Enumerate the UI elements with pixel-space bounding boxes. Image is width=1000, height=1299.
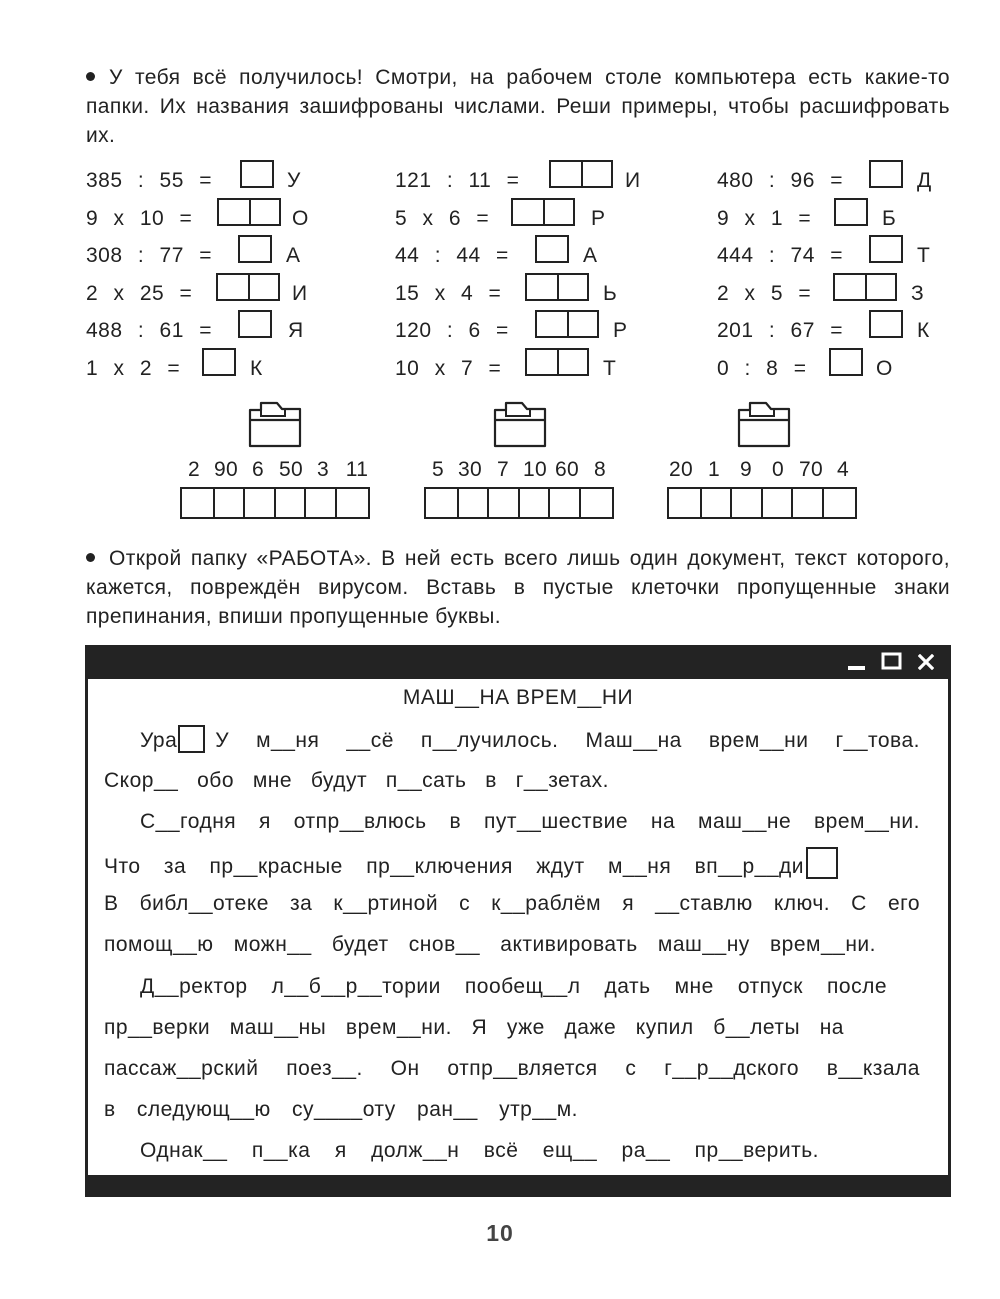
equation-letter: А xyxy=(583,244,598,268)
equation-letter: К xyxy=(917,319,930,343)
equation-letter: Я xyxy=(288,319,304,343)
intro-text-2: Открой папку «РАБОТА». В ней есть всего лишь один документ, текст которого, кажется, повреждён вирусом. Вставь в пустые клеточки пропущенные знаки препинания, впиши пропущенные буквы. xyxy=(86,547,950,628)
equation-letter: К xyxy=(250,356,263,380)
equation-expression: 385 : 55 = xyxy=(86,169,212,192)
equation-expression: 121 : 11 = xyxy=(395,169,520,192)
folder-code: 7 xyxy=(497,458,509,481)
equation-expression: 10 x 7 = xyxy=(395,356,502,380)
bullet-icon xyxy=(86,72,95,81)
text-line-2: Скор__ обо мне будут п__сать в г__зетах. xyxy=(104,769,609,792)
window-titlebar[interactable] xyxy=(85,645,951,679)
equation-letter: Р xyxy=(591,206,606,230)
answer-box[interactable] xyxy=(869,160,903,188)
equation-expression: 5 x 6 = xyxy=(395,206,490,230)
equation-expression: 1 x 2 = xyxy=(86,356,181,380)
folder-code: 3 xyxy=(317,458,329,481)
equation-expression: 444 : 74 = xyxy=(717,244,843,268)
text-word-ura: Ура xyxy=(140,729,178,752)
answer-box[interactable] xyxy=(535,310,599,338)
answer-box[interactable] xyxy=(240,160,274,188)
equation-letter: И xyxy=(292,281,308,305)
equation-expression: 2 x 25 = xyxy=(86,281,193,305)
text-line-11: Однак__ п__ка я долж__н всё ещ__ ра__ пр__верить. xyxy=(140,1139,819,1162)
answer-box[interactable] xyxy=(511,198,575,226)
text-line-6: помощ__ю можн__ будет снов__ активировать маш__ну врем__ни. xyxy=(104,933,876,956)
equation-letter: Р xyxy=(613,319,628,343)
equation-expression: 15 x 4 = xyxy=(395,281,502,305)
punctuation-box[interactable] xyxy=(178,725,205,753)
folder-code: 4 xyxy=(837,458,849,481)
answer-box[interactable] xyxy=(525,348,589,376)
answer-box[interactable] xyxy=(217,198,281,226)
text-line-4 xyxy=(104,847,838,879)
equation-expression: 9 x 1 = xyxy=(717,206,812,230)
folder-code: 60 xyxy=(555,458,579,481)
answer-box[interactable] xyxy=(535,235,569,263)
equation-expression: 308 : 77 = xyxy=(86,244,212,268)
text-line-1-rest: У м__ня __сё п__лучилось. Маш__на врем__ни г__това. xyxy=(215,729,920,752)
answer-box[interactable] xyxy=(525,273,589,301)
answer-box[interactable] xyxy=(216,273,280,301)
equation-expression: 480 : 96 = xyxy=(717,169,843,192)
equation-expression: 0 : 8 = xyxy=(717,356,807,380)
equation-letter: А xyxy=(286,244,301,268)
text-line-5: В библ__отеке за к__ртиной с к__раблём я __ставлю ключ. С его xyxy=(104,892,920,915)
text-line-9: пассаж__рский поез__. Он отпр__вляется с г__р__дского в__кзала xyxy=(104,1057,920,1080)
intro-instruction-2 xyxy=(86,544,950,631)
equation-expression: 201 : 67 = xyxy=(717,319,843,343)
folder-name-answer[interactable] xyxy=(180,487,370,519)
page-number: 10 xyxy=(486,1220,514,1246)
equation-letter: Ь xyxy=(603,281,618,305)
equation-letter: О xyxy=(876,356,893,380)
equation-letter: Т xyxy=(917,244,931,268)
answer-box[interactable] xyxy=(549,160,613,188)
folder-code: 9 xyxy=(740,458,752,481)
text-line-4-text: Что за пр__красные пр__ключения ждут м__ня вп__р__ди xyxy=(104,855,804,878)
folder-code: 2 xyxy=(188,458,200,481)
folder-code: 50 xyxy=(279,458,303,481)
equation-expression: 488 : 61 = xyxy=(86,319,212,343)
text-line-3: С__годня я отпр__влюсь в пут__шествие на маш__не врем__ни. xyxy=(140,810,920,833)
answer-box[interactable] xyxy=(834,198,868,226)
maximize-icon[interactable] xyxy=(881,652,903,672)
equation-letter: Д xyxy=(917,169,932,192)
answer-box[interactable] xyxy=(833,273,897,301)
text-line-10: в следующ__ю су____оту ран__ утр__м. xyxy=(104,1098,578,1121)
text-line-7: Д__ректор л__б__р__тории пообещ__л дать мне отпуск после xyxy=(140,975,887,998)
folder-code-row xyxy=(181,458,371,484)
equation-expression: 2 x 5 = xyxy=(717,281,812,305)
minimize-icon[interactable] xyxy=(847,653,867,673)
folder-code: 5 xyxy=(432,458,444,481)
folder-icon[interactable] xyxy=(492,400,548,448)
folder-name-answer[interactable] xyxy=(667,487,857,519)
equation-letter: О xyxy=(292,206,309,230)
close-icon[interactable] xyxy=(918,654,934,670)
bullet-icon xyxy=(86,553,95,562)
folder-code-row xyxy=(668,458,858,484)
text-line-8: пр__верки маш__ны врем__ни. Я уже даже купил б__леты на xyxy=(104,1016,844,1039)
punctuation-box[interactable] xyxy=(806,847,838,879)
folder-code: 6 xyxy=(252,458,264,481)
folder-code: 10 xyxy=(523,458,547,481)
folder-code: 90 xyxy=(214,458,238,481)
folder-code-row xyxy=(424,458,614,484)
folder-code: 11 xyxy=(345,458,369,481)
equation-letter: И xyxy=(625,169,641,192)
folder-code: 8 xyxy=(594,458,606,481)
document-title: МАШ__НА ВРЕМ__НИ xyxy=(402,686,634,709)
folder-code: 70 xyxy=(799,458,823,481)
answer-box[interactable] xyxy=(869,235,903,263)
answer-box[interactable] xyxy=(869,310,903,338)
document-body xyxy=(88,679,948,1175)
answer-box[interactable] xyxy=(829,348,863,376)
document-window xyxy=(85,645,951,1197)
folder-code: 0 xyxy=(772,458,784,481)
answer-box[interactable] xyxy=(238,235,272,263)
folder-icon[interactable] xyxy=(247,400,303,448)
equation-letter: З xyxy=(911,281,925,305)
equation-letter: Т xyxy=(603,356,617,380)
folder-name-answer[interactable] xyxy=(424,487,614,519)
folder-code: 30 xyxy=(458,458,482,481)
intro-text-1: У тебя всё получилось! Смотри, на рабочем столе компьютера есть какие-то папки. Их названия зашифрованы числами. Реши примеры, чтобы расшифровать их. xyxy=(86,66,950,147)
equation-letter: У xyxy=(287,169,301,192)
intro-instruction-1 xyxy=(86,63,950,150)
folder-code: 20 xyxy=(669,458,693,481)
equation-letter: Б xyxy=(882,206,897,230)
text-line-1 xyxy=(140,725,920,753)
equation-expression: 44 : 44 = xyxy=(395,244,509,268)
answer-box[interactable] xyxy=(238,310,272,338)
folder-icon[interactable] xyxy=(736,400,792,448)
equation-expression: 120 : 6 = xyxy=(395,319,509,343)
folder-code: 1 xyxy=(708,458,720,481)
equation-expression: 9 x 10 = xyxy=(86,206,193,230)
answer-box[interactable] xyxy=(202,348,236,376)
